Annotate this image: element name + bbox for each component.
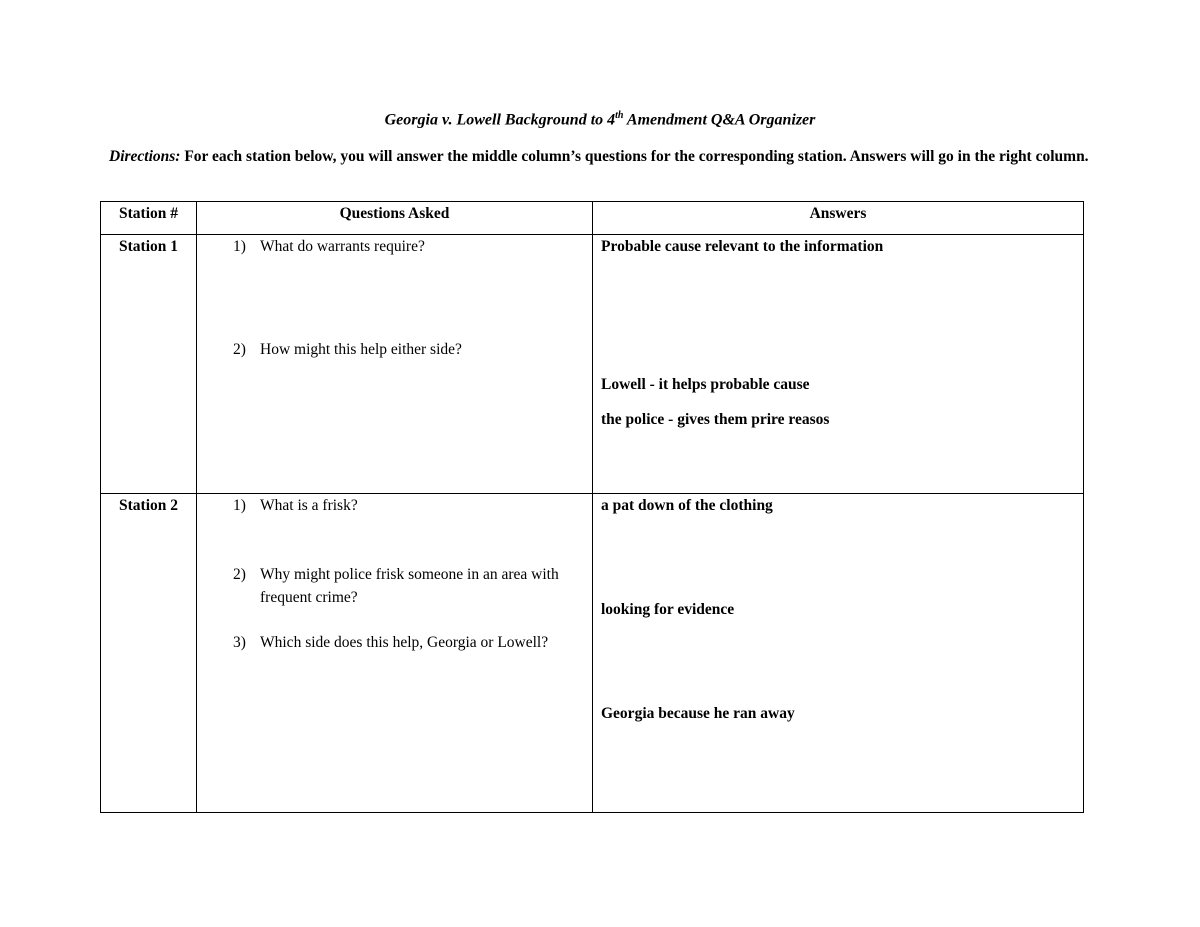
station-1-answers bbox=[593, 235, 1084, 494]
station-2-question-1: 1) What is a frisk? bbox=[233, 497, 358, 514]
directions bbox=[109, 145, 1089, 168]
header-station: Station # bbox=[101, 202, 197, 235]
title-superscript: th bbox=[615, 110, 624, 121]
station-1-label: Station 1 bbox=[101, 235, 197, 494]
station-2-answer-3: Georgia because he ran away bbox=[601, 705, 795, 722]
table-header-row bbox=[101, 202, 1084, 235]
station-2-label: Station 2 bbox=[101, 494, 197, 813]
table-row-station-1 bbox=[101, 235, 1084, 494]
station-2-answer-2: looking for evidence bbox=[601, 601, 735, 618]
header-answers: Answers bbox=[593, 202, 1084, 235]
header-questions: Questions Asked bbox=[197, 202, 593, 235]
document-title bbox=[0, 110, 1200, 129]
station-2-questions bbox=[197, 494, 593, 813]
directions-label: Directions: bbox=[109, 148, 181, 165]
qa-organizer-table bbox=[100, 201, 1084, 813]
station-1-answer-2: Lowell - it helps probable cause bbox=[601, 376, 810, 393]
table-row-station-2 bbox=[101, 494, 1084, 813]
title-main: Georgia v. Lowell Background to 4 bbox=[384, 111, 616, 129]
station-1-answer-1: Probable cause relevant to the information bbox=[601, 238, 884, 255]
station-2-question-2: 2) Why might police frisk someone in an area with frequent crime? bbox=[233, 566, 559, 606]
station-1-question-1: 1) What do warrants require? bbox=[233, 238, 425, 255]
station-1-answer-3: the police - gives them prire reasos bbox=[601, 411, 830, 428]
station-1-question-2: 2) How might this help either side? bbox=[233, 341, 462, 358]
station-1-questions bbox=[197, 235, 593, 494]
station-2-question-3: 3) Which side does this help, Georgia or Lowell? bbox=[233, 634, 549, 651]
station-2-answer-1: a pat down of the clothing bbox=[601, 497, 773, 514]
directions-text: For each station below, you will answer the middle column’s questions for the corresponding station. Answers will go in the right column. bbox=[180, 148, 1089, 165]
station-2-answers bbox=[593, 494, 1084, 813]
title-rest: Amendment Q&A Organizer bbox=[623, 111, 816, 129]
